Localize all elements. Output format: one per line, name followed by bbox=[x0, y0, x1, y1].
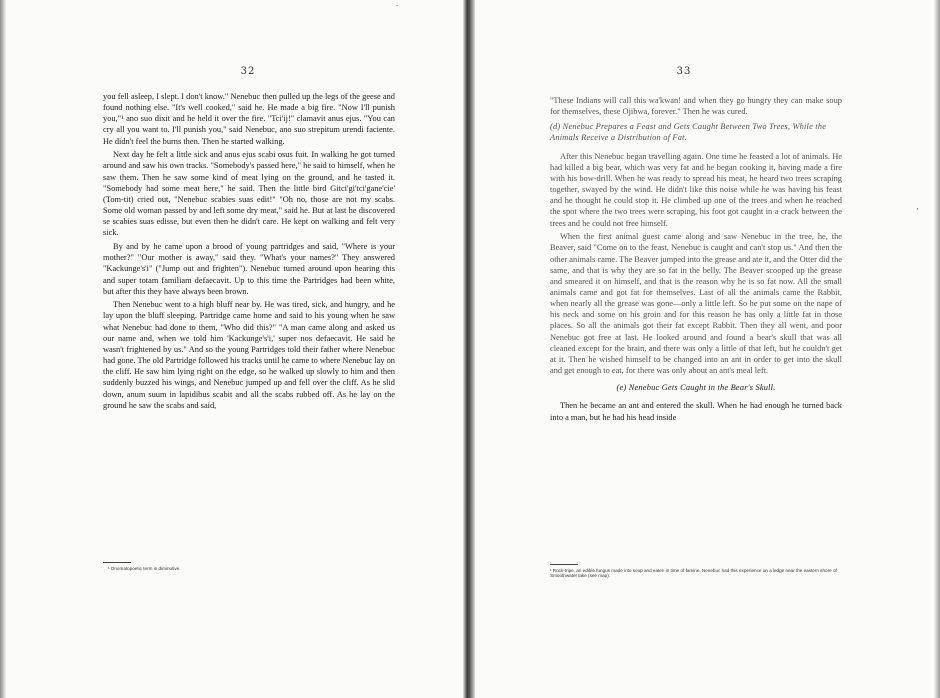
paragraph: After this Nenebuc began travelling again. One time he feasted a lot of animals. He had killed a big bear, which was very fat and he began cooking it, having made a fire with his bow-drill. When he was ready to spread his meat, he heard two trees scraping together, swayed by the wind. He didn't like this noise while he was having his feast and he thought he could stop it. He climbed up one of the trees and when he reached the spot where the two trees were scraping, his foot got caught in a crack between the trees and he could not free himself. bbox=[550, 151, 842, 228]
paragraph: Next day he felt a little sick and anus ejus scabi osus fuit. In walking he got turned around and saw his own tracks. "Somebody's passed here," he said to himself, when he saw them. Then he saw some kind of meat lying on the ground, and he tasted it. "Somebody had some meat here," he said. Then the little bird Gitci'gi'tci'gane'cie' (Tom-tit) cried out, "Nenebuc scabies suas edit!" "Oh no, those are not my scabs. Some old woman passed by and left some dry meat," said he. But at last he discovered se scabies suas edisse, but even then he didn't care. He kept on walking and felt very sick. bbox=[103, 150, 395, 238]
margin-mark: · bbox=[916, 205, 919, 215]
left-page-number: 32 bbox=[240, 66, 256, 77]
section-heading-d: (d) Nenebuc Prepares a Feast and Gets Caught Between Two Trees, While the Animals Receive a Distribution of Fat. bbox=[550, 122, 827, 143]
paragraph: Then Nenebuc went to a high bluff near by. He was tired, sick, and hungry, and he lay upon the bluff sleeping. Partridge came home and said to his young when he saw what Nenebuc had done to them, "Who did this?" "A man came along and asked us our name and, when we told him 'Kackunge's'i,' super nos defaecavit. He said he wasn't frightened by us." And so the young Partridges told their father where Nenebuc had gone. The old Partridge followed his tracks until he came to where Nenebuc lay on the cliff. He saw him lying right on the edge, so he walked up slowly to him and then suddenly buzzed his wings, and Nenebuc jumped up and fell over the cliff. As he slid down, anum suum in lapidibus scabit and all the scabs rubbed off. As he lay on the ground he saw the scabs and said, bbox=[103, 300, 395, 410]
footnote-divider bbox=[550, 564, 578, 565]
left-page bbox=[0, 0, 467, 698]
left-page-body bbox=[103, 91, 395, 413]
print-speck: · bbox=[396, 2, 399, 10]
paragraph: By and by he came upon a brood of young partridges and said, "Where is your mother?" "Our mother is away," said they. "What's your names?" They answered "Kackunge's'i" ("Jump out and frighten"). Nenebuc turned around upon hearing this and super totam familiam defaecavit. Up to this time the Partridges had been white, but after this they have always been brown. bbox=[103, 242, 395, 296]
paragraph: Then he became an ant and entered the skull. When he had enough he turned back into a man, but he had his head inside bbox=[550, 401, 842, 422]
footnote-divider bbox=[103, 562, 131, 563]
paragraph: you fell asleep, I slept. I don't know." Nenebuc then pulled up the legs of the geese and found nothing else. "It's well cooked," said he. He made a big fire. "Now I'll punish you,"¹ ano suo dixit and he held it over the fire. "Tci'ij!" clamavit anus ejus. "You can cry all you want to. I'll punish you," said Nenebuc, ano suo strepitum urendi faciente. He didn't feel the burns then. Then he started walking. bbox=[103, 92, 395, 146]
right-page-edge bbox=[934, 0, 940, 698]
paragraph: When the first animal guest came along and saw Nenebuc in the tree, he, the Beaver, said "Come on to the feast, Nenebuc is caught and can't stop us." And then the other animals came. The Beaver jumped into the grease and ate it, and the Otter did the same, and that is why they are so fat in the belly. The Beaver scooped up the grease and smeared it on himself, and that is the reason why he is so fat now. All the small animals came and got fat for themselves. Last of all the animals came the Rabbit, when nearly all the grease was gone—only a little left. So he put some on the nape of his neck and some on his groin and for this reason he has only a little fat in those places. So all the animals got their fat except Rabbit. Then they all went, and poor Nenebuc got free at last. He looked around and found a bear's skull that was all cleaned except for the brain, and there was only a little of that left, but he couldn't get at it. Then he wished himself to be changed into an ant in order to get into the skull and get enough to eat, for there was only about an ant's meal left. bbox=[550, 232, 842, 376]
right-page-number: 33 bbox=[676, 66, 692, 77]
right-page bbox=[472, 0, 940, 698]
section-heading-e: (e) Nenebuc Gets Caught in the Bear's Skull. bbox=[616, 383, 776, 393]
right-page-body bbox=[550, 95, 842, 425]
left-footnote: ¹ Onomatopoetic term in diminutive. bbox=[108, 566, 181, 571]
paragraph: "These Indians will call this wa'kwan! and when they go hungry they can make soup for themselves, these Ojibwa, forever." Then he was cured. bbox=[550, 96, 842, 117]
right-footnote: ¹ Rock-tripe, an edible fungus made into soup and eaten in time of famine. Nenebuc had this experience on a ledge near the eastern shore of Smoothwater lake (see map). bbox=[550, 568, 837, 579]
